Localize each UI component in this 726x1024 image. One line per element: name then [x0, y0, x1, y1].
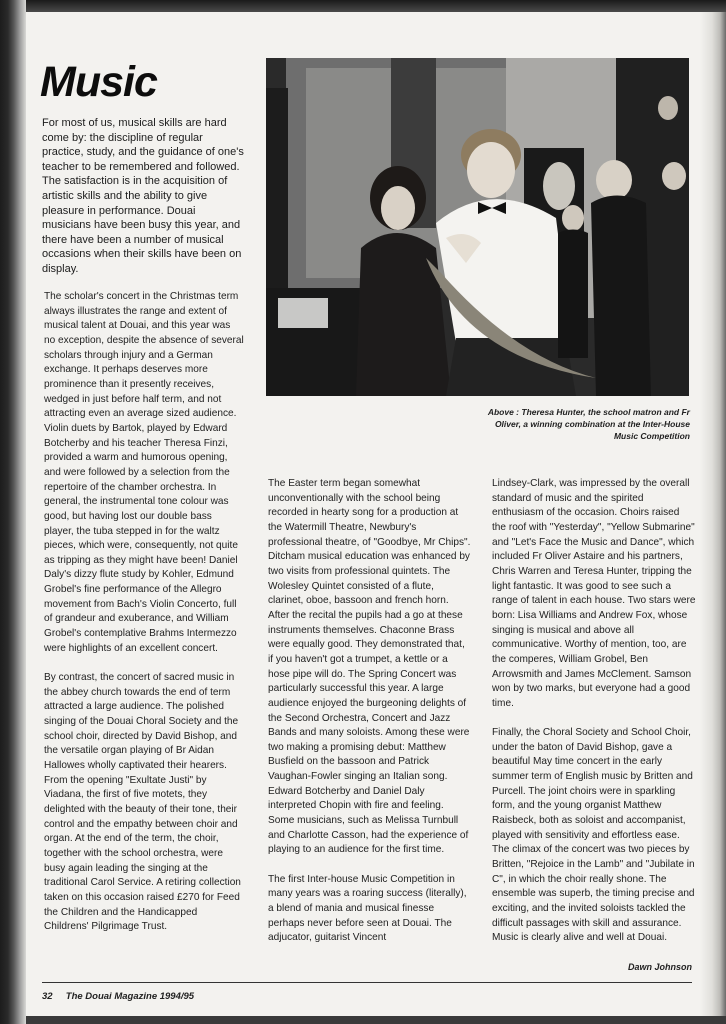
- article-photo: [266, 58, 689, 396]
- paragraph: By contrast, the concert of sacred music in the abbey church towards the end of term attracted a large audience. The polished singing of the Douai Choral Society and the school choir, directed by David Bishop, and the versatile organ playing of Br Aidan Hallowes wholly captivated their hearers. From the opening "Exultate Justi" by Viadana, the first of five motets, they delighted with the beauty of their tone, their control and the empathy between choir and organ. At the end of the term, the choir, together with the school orchestra, were busy again leading the singing at the traditional Carol Service. A retiring collection taken on this occasion raised £270 for Feed the Children and the Handicapped Childrens' Pilgrimage Trust.: [44, 672, 241, 933]
- paragraph: Lindsey-Clark, was impressed by the overall standard of music and the spirited enthusiasm of the occasion. Choirs raised the roof with "Yesterday", "Yellow Submarine" and "Let's Face the Music and Dance", which included Fr Oliver Astaire and his partners, Chris Warren and Teresa Hunter, tripping the light fantastic. It was good to see such a range of talent in each house. Two stars were born: Lisa Williams and Andrew Fox, whose singing is musical and above all communicative. Worthy of mention, too, are the comperes, William Grobel, Ben Arrowsmith and James McClement. Samson won by two marks, but everyone had a good time.: [492, 478, 696, 709]
- page-number: 32: [42, 991, 53, 1002]
- footer-divider: [42, 982, 692, 983]
- article-column-2: [268, 477, 472, 961]
- page-curl-edge: [700, 12, 726, 1016]
- article-title: Music: [40, 58, 157, 106]
- article-column-1: [44, 290, 244, 950]
- binding-gutter: [0, 0, 26, 1024]
- dancing-couple-photo: [266, 58, 689, 396]
- paragraph: The Easter term began somewhat unconventionally with the school being recorded in hearty song for a production at the Watermill Theatre, Newbury's professional theatre, of "Goodbye, Mr Chips". Ditcham musical education was enhanced by two visits from professional quintets. The Wolesley Quintet consisted of a flute, clarinet, oboe, bassoon and french horn. After the recital the pupils had a go at these instruments themselves. Chaconne Brass were equally good. They demonstrated that, if you haven't got a trumpet, a kettle or a hose pipe will do. The Spring Concert was particularly successful this year. A large audience enjoyed the burgeoning delights of the Second Orchestra, Concert and Jazz Bands and many soloists. Among these were two making a promising debut: Matthew Busfield on the bassoon and Patrick Vaughan-Fowler singing an Italian song. Edward Botcherby and Daniel Daly interpreted Chopin with fire and feeling. Some musicians, such as Melissa Turnbull and Charlotte Casson, had the experience of playing to an audience for the first time.: [268, 478, 471, 856]
- page-footer: [42, 991, 194, 1002]
- publication-name: The Douai Magazine 1994/95: [65, 991, 195, 1002]
- paragraph: The first Inter-house Music Competition in many years was a roaring success (literally), a blend of mania and musical finesse perhaps never before seen at Douai. The adjucator, guitarist Vincent: [268, 873, 467, 944]
- page-top-shadow: [0, 0, 726, 12]
- author-signature: Dawn Johnson: [627, 962, 692, 972]
- paragraph: The scholar's concert in the Christmas term always illustrates the range and extent of musical talent at Douai, and this year was no exception, despite the absence of several scholars through injury and a German exchange. It perhaps deserves more prominence than it presently receives, wedged in just before half term, and not attracting even an average sized audience. Violin duets by Bartok, played by Edward Botcherby and his teacher Theresa Finzi, provided a warm and humorous opening, and were followed by a selection from the repertoire of the chamber orchestra. In general, the instrumental tone colour was good, but having lost our double bass player, the tuba stepped in for the waltz pieces, which were, consequently, not quite as tripping as they might have been! Daniel Daly's dizzy flute study by Kohler, Edmund Grobel's fine performance of the Allegro movement from Bach's Violin Concerto, full of grandeur and exuberance, and William Grobel's contemplative Brahms Intermezzo were highlights of an excellent concert.: [44, 291, 244, 654]
- article-intro: For most of us, musical skills are hard come by: the discipline of regular practice, study, and the guidance of one's teacher to be remembered and followed. The satisfaction is in the acquisition of artistic skills and the ability to give pleasure in performance. Douai musicians have been busy this year, and there have been a number of musical occasions when their skills have been on display.: [42, 117, 244, 275]
- photo-caption: Above : Theresa Hunter, the school matron and Fr Oliver, a winning combination at the Inter-House Music Competition: [487, 407, 690, 441]
- article-column-3: [492, 477, 696, 961]
- paragraph: Finally, the Choral Society and School Choir, under the baton of David Bishop, gave a beautiful May time concert in the early summer term of English music by Britten and Purcell. The joint choirs were in sparkling form, and the young organist Matthew Raisbeck, both as soloist and accompanist, played with sensitivity and effortless ease. The climax of the concert was two pieces by Britten, "Rejoice in the Lamb" and "Jubilate in C", in which the choir really shone. The ensemble was superb, the timing precise and exciting, and the invited soloists tackled the difficult passages with skill and assurance. Music is clearly alive and well at Douai.: [492, 727, 695, 944]
